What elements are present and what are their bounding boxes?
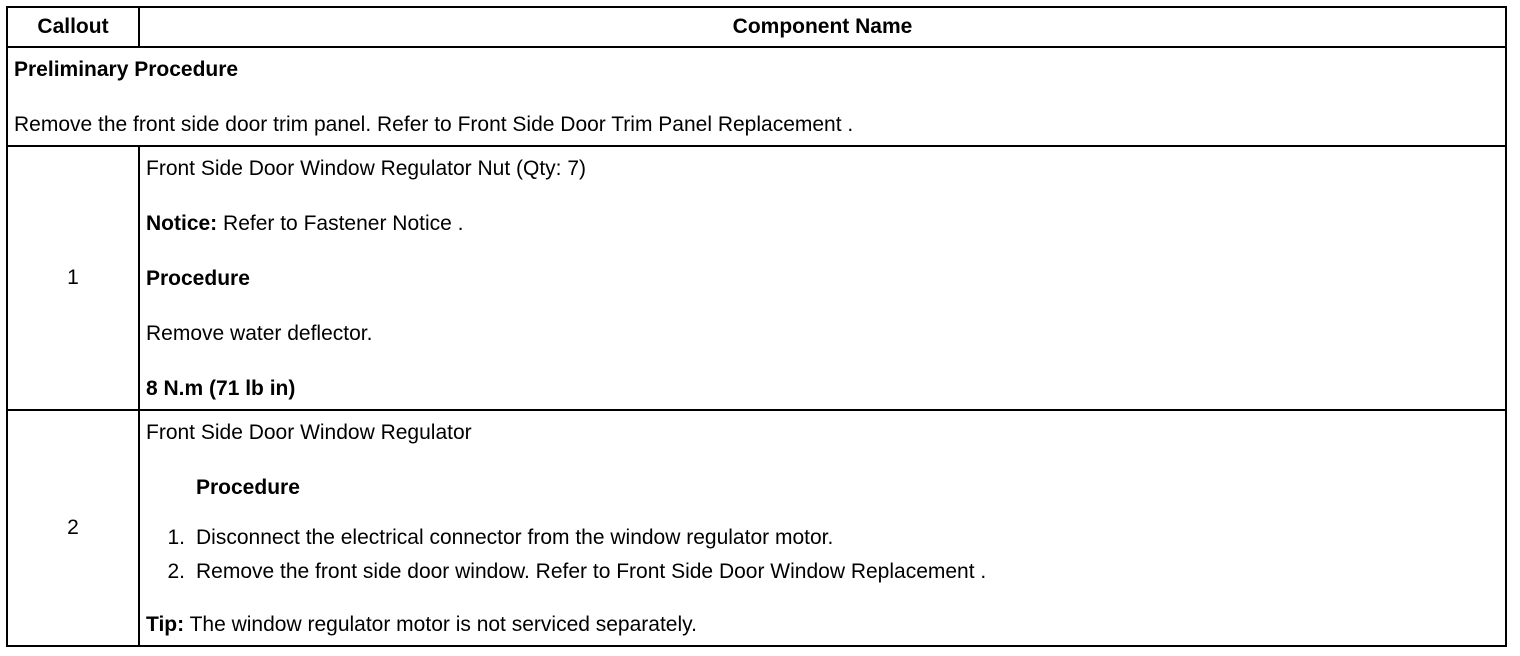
preliminary-text-after-link: . bbox=[847, 113, 854, 136]
preliminary-text bbox=[8, 103, 1505, 145]
preliminary-cell bbox=[7, 47, 1506, 146]
step-number: 1. bbox=[167, 526, 185, 549]
fastener-notice-link[interactable]: Fastener Notice bbox=[303, 212, 452, 235]
table-row bbox=[7, 410, 1506, 646]
torque-spec: 8 N.m (71 lb in) bbox=[146, 377, 296, 400]
procedure-table bbox=[6, 6, 1507, 647]
step-number: 2. bbox=[167, 560, 185, 583]
preliminary-text-before-link: Remove the front side door trim panel. Refer to bbox=[14, 113, 452, 136]
callout-number: 2 bbox=[7, 410, 139, 646]
notice-label: Notice: bbox=[146, 212, 218, 235]
callout-number: 1 bbox=[7, 146, 139, 410]
spacer bbox=[140, 589, 1505, 603]
step-text-before-link: Remove the front side door window. Refer to bbox=[196, 560, 611, 583]
component-name-header: Component Name bbox=[139, 7, 1506, 47]
notice-text-before-link: Refer to bbox=[223, 212, 298, 235]
trim-panel-replacement-link[interactable]: Front Side Door Trim Panel Replacement bbox=[457, 113, 842, 136]
procedure-step bbox=[140, 521, 1505, 555]
procedure-heading: Procedure bbox=[146, 267, 250, 290]
notice-line bbox=[140, 202, 1505, 257]
tip-line bbox=[140, 603, 1505, 645]
component-cell bbox=[139, 146, 1506, 410]
notice-text-after-link: . bbox=[457, 212, 464, 235]
tip-text: The window regulator motor is not serviced separately. bbox=[189, 613, 697, 636]
procedure-step bbox=[140, 555, 1505, 589]
component-name: Front Side Door Window Regulator Nut (Qty: 7) bbox=[146, 157, 586, 180]
procedure-text: Remove water deflector. bbox=[146, 322, 373, 345]
header-row bbox=[7, 7, 1506, 47]
preliminary-row bbox=[7, 47, 1506, 146]
procedure-heading: Procedure bbox=[196, 476, 300, 499]
component-cell bbox=[139, 410, 1506, 646]
component-name: Front Side Door Window Regulator bbox=[146, 421, 472, 444]
step-text: Disconnect the electrical connector from the window regulator motor. bbox=[196, 526, 834, 549]
callout-header: Callout bbox=[7, 7, 139, 47]
step-text-after-link: . bbox=[980, 560, 987, 583]
preliminary-heading: Preliminary Procedure bbox=[14, 58, 239, 81]
table-row bbox=[7, 146, 1506, 410]
window-replacement-link[interactable]: Front Side Door Window Replacement bbox=[616, 560, 975, 583]
tip-label: Tip: bbox=[146, 613, 185, 636]
step-text bbox=[196, 555, 986, 589]
